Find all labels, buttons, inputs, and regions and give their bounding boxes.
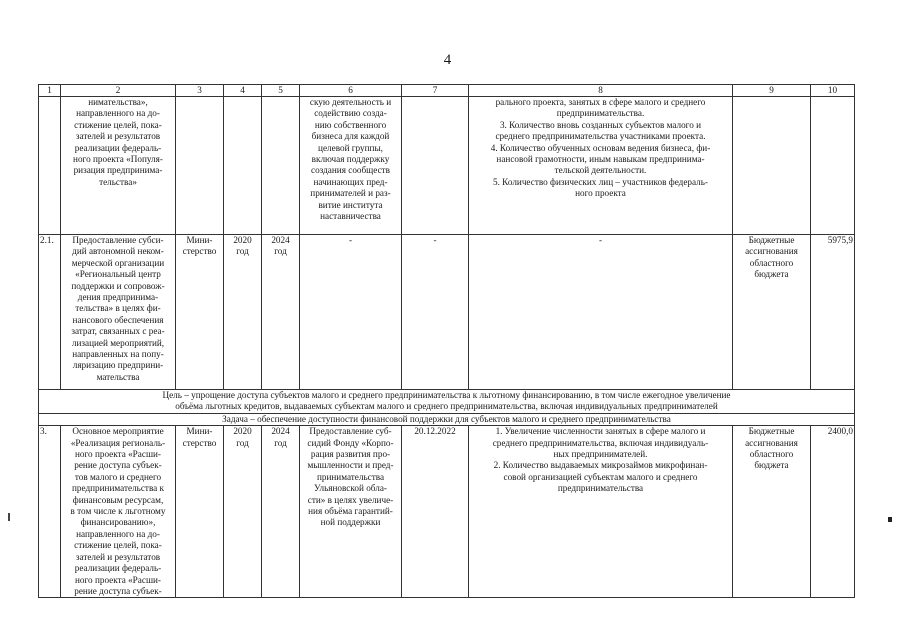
executor: Мини- стерство	[176, 426, 224, 598]
column-number: 5	[262, 85, 300, 97]
table-row-continuation	[39, 97, 855, 235]
column-number: 9	[733, 85, 811, 97]
goal-banner: Цель – упрощение доступа субъектов малого и среднего предпринимательства к льготному финансированию, в том числе ежегодное увеличение объёма льготных кредитов, выдаваемых субъектам малого и среднего предпринимательства, включая индивидуальных предпринимателей	[39, 390, 855, 414]
column-number: 4	[224, 85, 262, 97]
row-number: 3.	[39, 426, 61, 598]
implementation-mechanism: Предоставление суб- сидий Фонду «Корпо- рация развития про- мышленности и пред- принимательства Ульяновской обла- сти» в целях увеличе- ния объёма гарантий- ной поддержки	[300, 426, 402, 598]
implementation-mechanism: скую деятельность и содействию созда- нию собственного бизнеса для каждой целевой группы, включая поддержку создания сообществ начинающих пред- принимателей и раз- витие института наставничества	[300, 97, 402, 235]
indicators: 1. Увеличение численности занятых в сфере малого и среднего предпринимательства, включая индивидуаль- ных предпринимателей. 2. Количество выдаваемых микрозаймов микрофинан- совой организацией субъектам малого и среднего предпринимательства	[469, 426, 733, 598]
table-row-3	[39, 426, 855, 598]
indicators: -	[469, 235, 733, 390]
start-year: 2020 год	[224, 235, 262, 390]
scan-mark	[8, 513, 10, 521]
row-number: 2.1.	[39, 235, 61, 390]
table-row-2-1	[39, 235, 855, 390]
implementation-mechanism: -	[300, 235, 402, 390]
column-number: 6	[300, 85, 402, 97]
funding-amount: 5975,9	[811, 235, 855, 390]
funding-amount: 2400,0	[811, 426, 855, 598]
funding-source: Бюджетные ассигнования областного бюджета	[733, 426, 811, 598]
task-banner: Задача – обеспечение доступности финансовой поддержки для субъектов малого и среднего предпринимательства	[39, 413, 855, 425]
measure-description: нимательства», направленного на до- стижение целей, пока- зателей и результатов реализации федераль- ного проекта «Популя- ризация предпринима- тельства»	[61, 97, 176, 235]
measures-table	[38, 84, 855, 598]
deadline: -	[402, 235, 469, 390]
page-number: 4	[443, 52, 452, 68]
start-year: 2020 год	[224, 426, 262, 598]
task-row	[39, 413, 855, 425]
column-number: 3	[176, 85, 224, 97]
column-number-row	[39, 85, 855, 97]
indicators: рального проекта, занятых в сфере малого и среднего предпринимательства. 3. Количество вновь созданных субъектов малого и среднего предпринимательства участниками проекта. 4. Количество обученных основам ведения бизнеса, фи- нансовой грамотности, иным навыкам предпринима- тельской деятельности. 5. Количество физических лиц – участников федераль- ного проекта	[469, 97, 733, 235]
column-number: 8	[469, 85, 733, 97]
column-number: 1	[39, 85, 61, 97]
column-number: 10	[811, 85, 855, 97]
column-number: 7	[402, 85, 469, 97]
end-year: 2024 год	[262, 426, 300, 598]
scan-mark	[888, 517, 892, 522]
measure-description: Основное мероприятие «Реализация региональ- ного проекта «Расши- рение доступа субъек- тов малого и среднего предпринимательства к финансовым ресурсам, в том числе к льготному финансированию», направленного на до- стижение целей, пока- зателей и результатов реализации федераль- ного проекта «Расши- рение доступа субъек-	[61, 426, 176, 598]
deadline: 20.12.2022	[402, 426, 469, 598]
funding-source: Бюджетные ассигнования областного бюджета	[733, 235, 811, 390]
executor: Мини- стерство	[176, 235, 224, 390]
goal-row	[39, 390, 855, 414]
column-number: 2	[61, 85, 176, 97]
end-year: 2024 год	[262, 235, 300, 390]
measure-description: Предоставление субси- дий автономной неком- мерческой организации «Региональный центр поддержки и сопровож- дения предпринима- тельства» в целях фи- нансового обеспечения затрат, связанных с реа- лизацией мероприятий, направленных на попу- ляризацию предприни- мательства	[61, 235, 176, 390]
